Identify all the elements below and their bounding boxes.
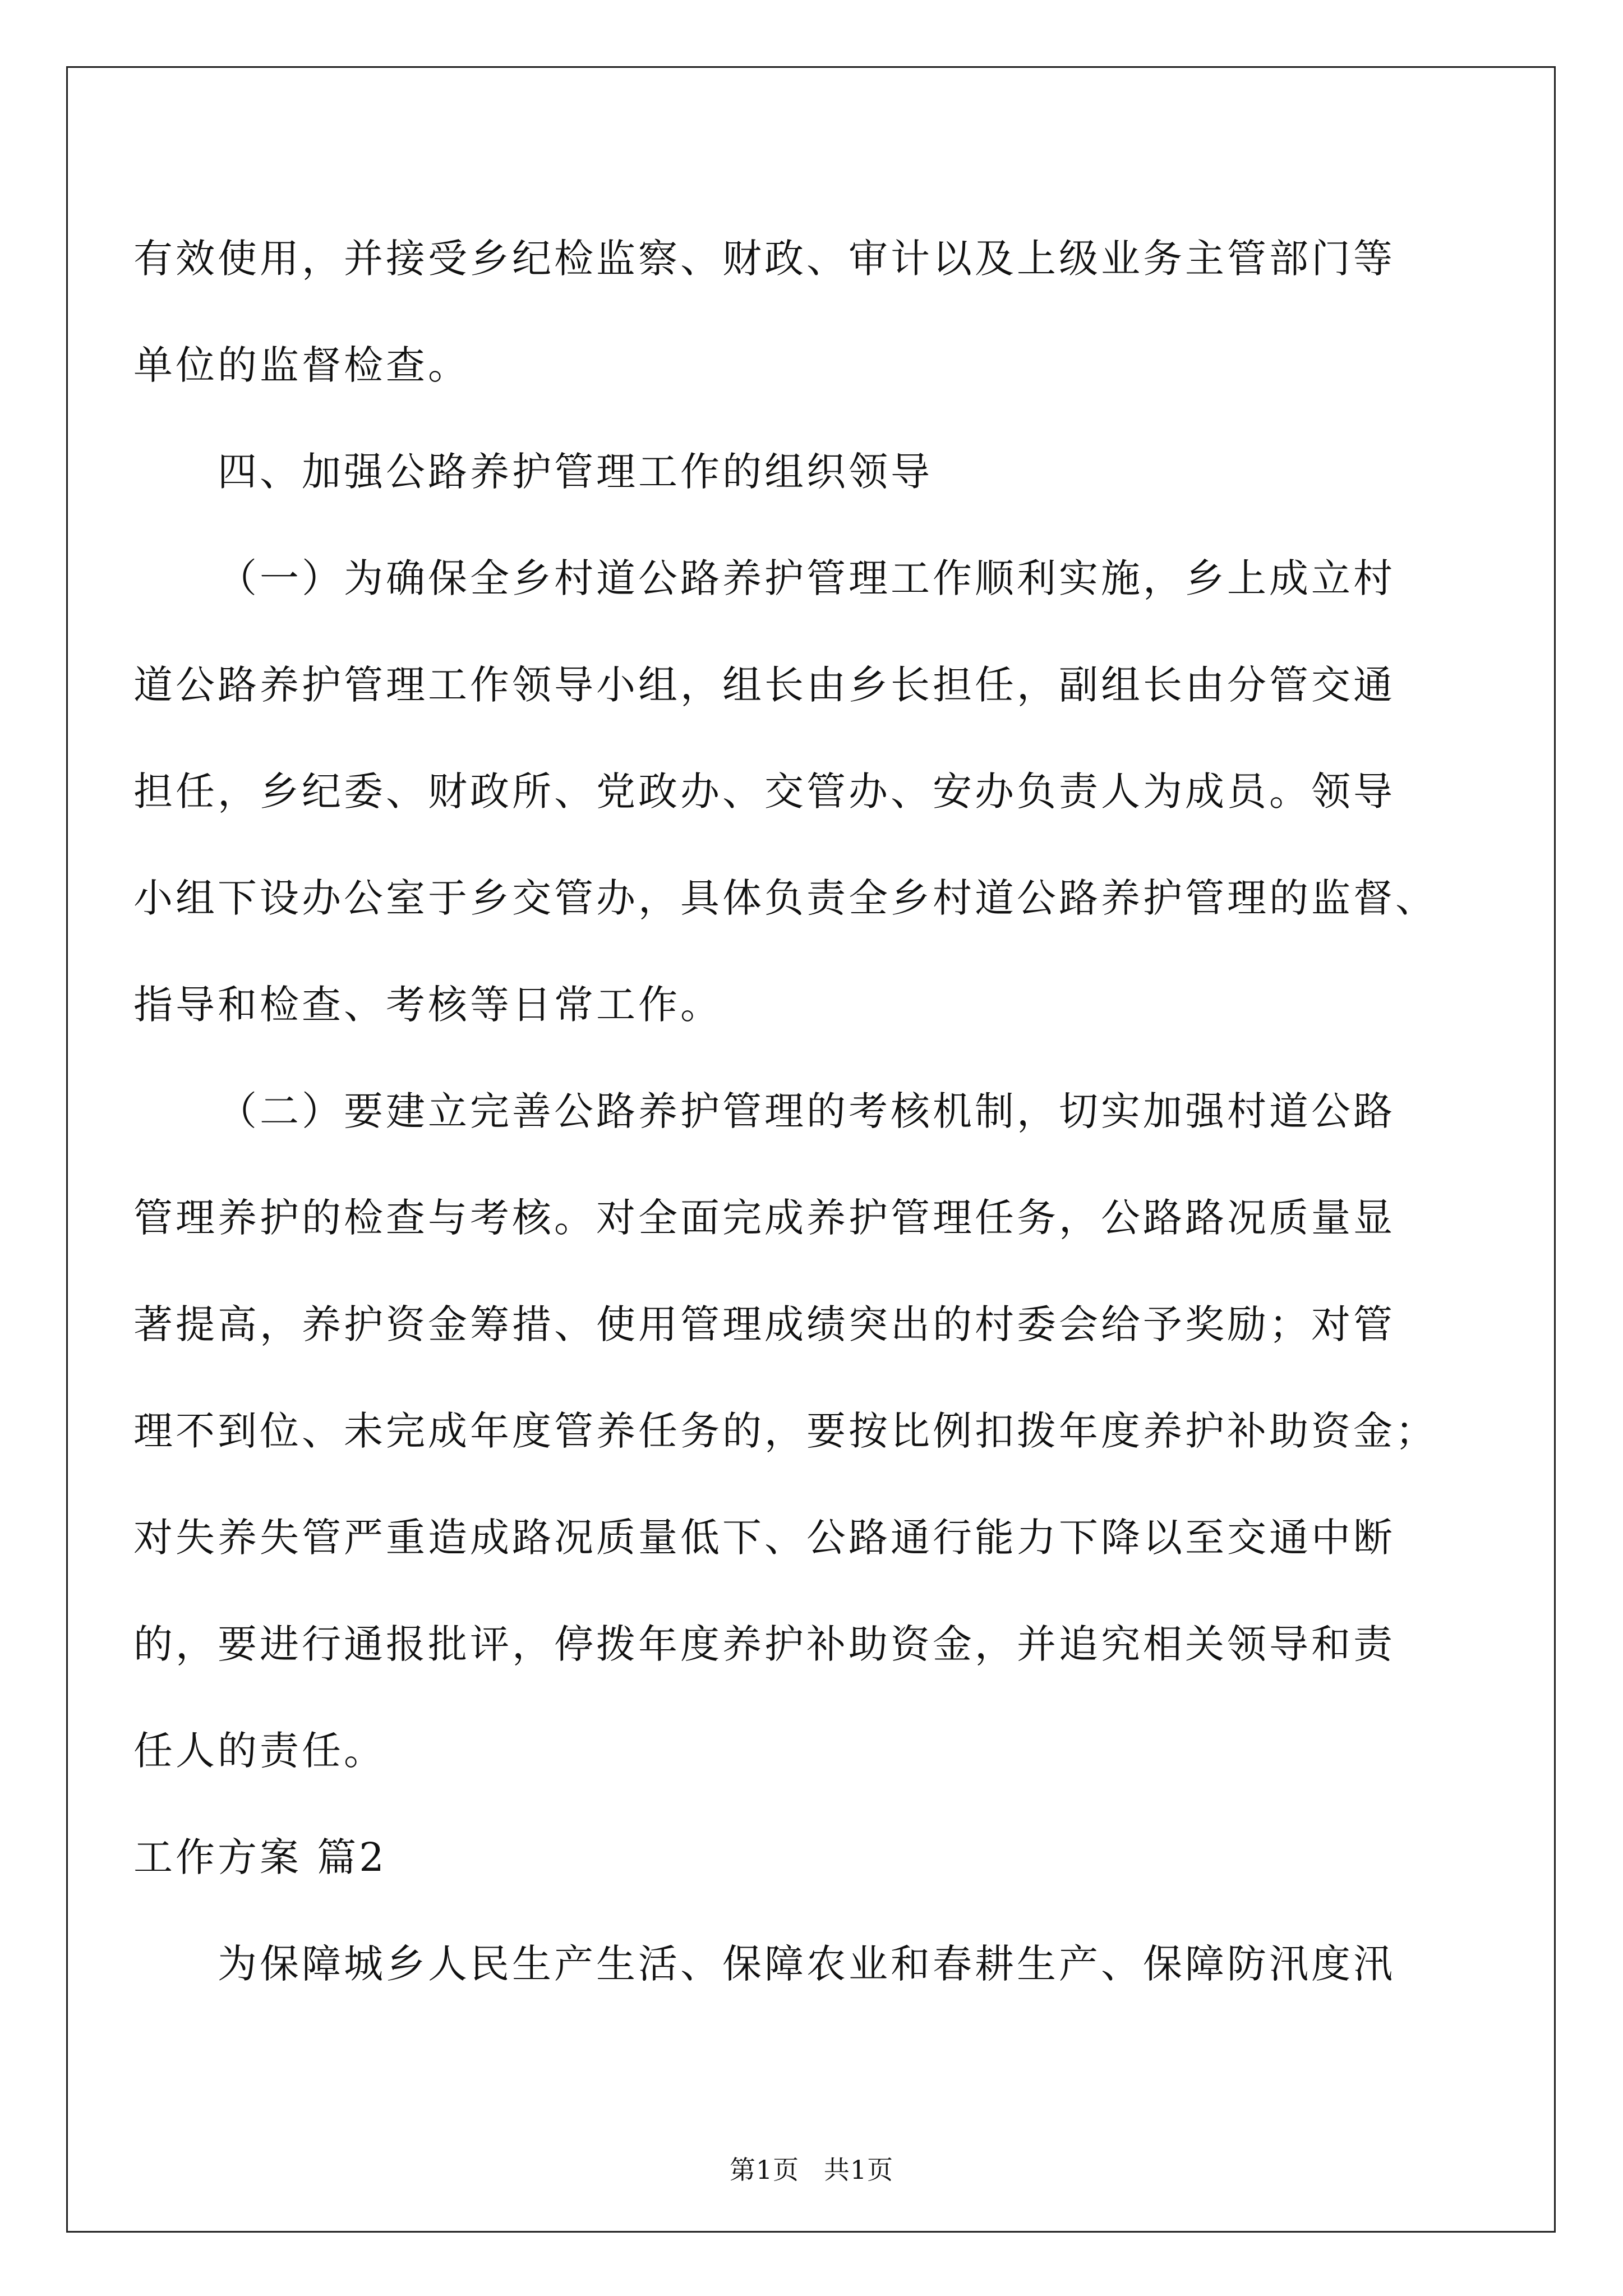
page-total: 共1页 (823, 2155, 894, 2185)
page-footer (0, 2153, 1623, 2187)
body-line: 对失养失管严重造成路况质量低下、公路通行能力下降以至交通中断 (133, 1515, 1395, 1561)
body-line: （二）要建立完善公路养护管理的考核机制，切实加强村道公路 (218, 1088, 1395, 1134)
body-line: 任人的责任。 (133, 1728, 386, 1774)
body-line: 理不到位、未完成年度管养任务的，要按比例扣拨年度养护补助资金； (133, 1408, 1437, 1454)
body-line: （一）为确保全乡村道公路养护管理工作顺利实施，乡上成立村 (218, 555, 1395, 601)
body-line: 小组下设办公室于乡交管办，具体负责全乡村道公路养护管理的监督、 (133, 875, 1437, 921)
body-line: 著提高，养护资金筹措、使用管理成绩突出的村委会给予奖励；对管 (133, 1301, 1395, 1347)
body-line: 道公路养护管理工作领导小组，组长由乡长担任，副组长由分管交通 (133, 662, 1395, 708)
body-line: 指导和检查、考核等日常工作。 (133, 982, 722, 1028)
document-body (133, 205, 1479, 2017)
body-line: 有效使用，并接受乡纪检监察、财政、审计以及上级业务主管部门等 (133, 236, 1395, 282)
body-line: 为保障城乡人民生产生活、保障农业和春耕生产、保障防汛度汛 (218, 1941, 1395, 1987)
body-line: 管理养护的检查与考核。对全面完成养护管理任务，公路路况质量显 (133, 1195, 1395, 1241)
section-heading: 四、加强公路养护管理工作的组织领导 (218, 449, 933, 495)
body-line: 的，要进行通报批评，停拨年度养护补助资金，并追究相关领导和责 (133, 1621, 1395, 1667)
article-title: 工作方案 篇2 (133, 1834, 387, 1880)
body-line: 担任，乡纪委、财政所、党政办、交管办、安办负责人为成员。领导 (133, 769, 1395, 815)
page-number: 第1页 (729, 2155, 800, 2185)
body-line: 单位的监督检查。 (133, 342, 470, 388)
